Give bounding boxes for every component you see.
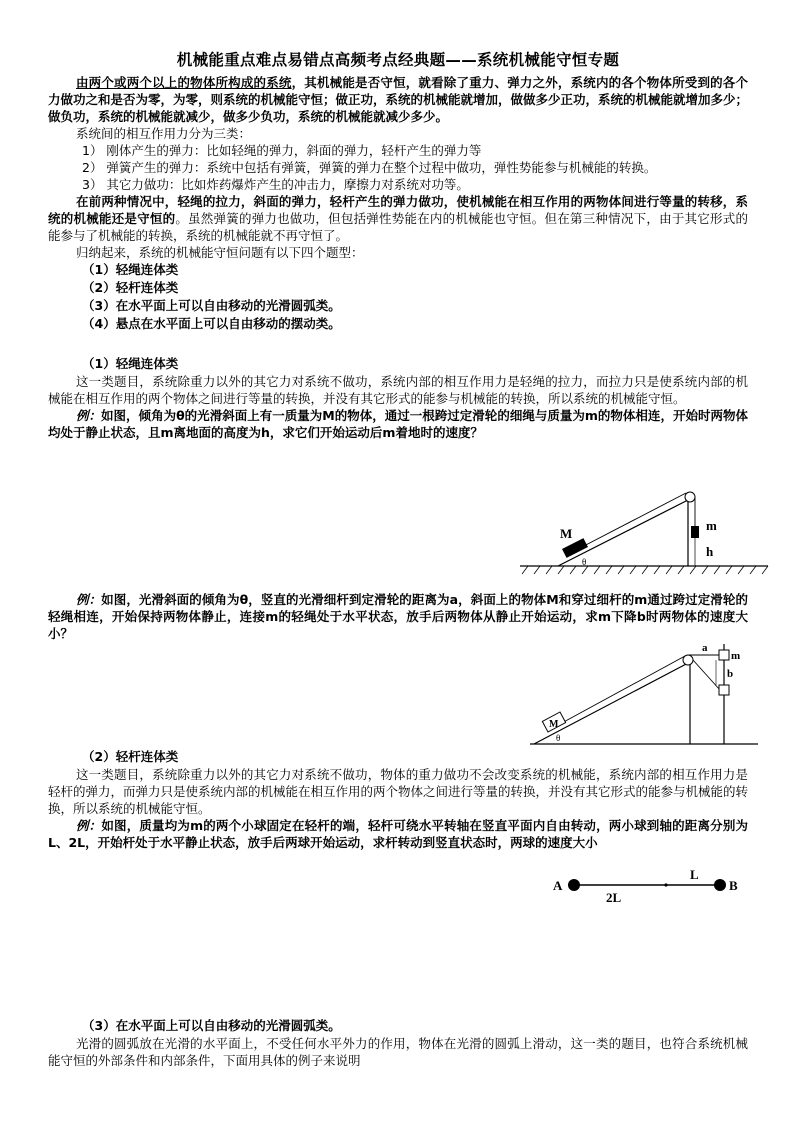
example-label: 例： [76, 818, 102, 833]
type-item-2: （2）轻杆连体类 [82, 280, 179, 295]
label-m: m [731, 650, 741, 662]
section3-body: 光滑的圆弧放在光滑的水平面上，不受任何水平外力的作用，物体在光滑的圆弧上滑动，这一类的题目，也符合系统机械能守恒的外部条件和内部条件，下面用具体的例子来说明 [48, 1036, 748, 1068]
label-a: a [702, 642, 708, 654]
intro-paragraph [48, 74, 748, 125]
example-label: 例： [76, 408, 102, 423]
section2-block [48, 748, 748, 851]
page-title: 机械能重点难点易错点高频考点经典题——系统机械能守恒专题 [176, 51, 620, 69]
document-page [48, 48, 748, 441]
section2-heading: （2）轻杆连体类 [82, 749, 179, 764]
example3-text: 如图，质量均为m的两个小球固定在轻杆的端，轻杆可绕水平转轴在竖直平面内自由转动，两小球到轴的距离分别为L、2L，开始杆处于水平静止状态，放手后两球开始运动，求杆转动到竖直状态时，两球的速度大小 [48, 818, 748, 850]
incline-surface [558, 500, 688, 566]
type-item-3: （3）在水平面上可以自由移动的光滑圆弧类。 [82, 298, 341, 313]
label-theta: θ [582, 557, 587, 567]
example2-text: 如图，光滑斜面的倾角为θ，竖直的光滑细杆到定滑轮的距离为a，斜面上的物体M和穿过细杆的m通过跨过定滑轮的轻绳相连，开始保持两物体静止，连接m的轻绳处于水平状态，放手后两物体从静止开始运动，求m下降b时两物体的速度大小？ [48, 592, 748, 641]
example-label: 例： [76, 592, 102, 607]
section1-heading: （1）轻绳连体类 [82, 356, 179, 371]
rope-incline [560, 656, 685, 724]
summary-line: 归纳起来，系统的机械能守恒问题有以下四个题型： [76, 245, 364, 260]
rope-incline [580, 493, 686, 548]
section1-example1 [48, 407, 748, 441]
type-item-4: （4）悬点在水平面上可以自由移动的摆动类。 [82, 316, 341, 331]
conservation-rest: 。虽然弹簧的弹力也做功，但包括弹性势能在内的机械能也守恒。但在第三种情况下，由于其它形式的能参与了机械能的转换，系统的机械能就不再守恒了。 [48, 211, 748, 243]
section3-heading: （3）在水平面上可以自由移动的光滑圆弧类。 [82, 1018, 341, 1033]
section1-body: 这一类题目，系统除重力以外的其它力对系统不做功，系统内部的相互作用力是轻绳的拉力，而拉力只是使系统内部的机械能在相互作用的两个物体之间进行等量的转换，并没有其它形式的能参与机械能的转换，所以系统的机械能守恒。 [48, 374, 748, 406]
figure-incline-pulley [520, 486, 770, 578]
label-M: M [560, 526, 573, 541]
block-m [691, 526, 699, 538]
label-A: A [553, 878, 563, 893]
block-M [562, 538, 588, 558]
label-L: L [690, 867, 699, 882]
force-item-3: 3） 其它力做功：比如炸药爆炸产生的冲击力，摩擦力对系统对功等。 [82, 177, 469, 192]
label-M: M [549, 719, 559, 730]
block-m-top [719, 650, 729, 660]
conservation-paragraph [48, 193, 748, 244]
figure-rod-balls [548, 864, 748, 908]
conservation-bold: 在前两种情况中，轻绳的拉力，斜面的弹力，轻杆产生的弹力做功，使机械能在相互作用的两物体间进行等量的转移，系统的机械能还是守恒的 [48, 194, 748, 226]
label-theta: θ [556, 733, 561, 743]
pulley [685, 492, 695, 502]
label-B: B [729, 878, 738, 893]
label-h: h [706, 544, 714, 559]
intro-underlined: 由两个或两个以上的物体所构成的系统 [76, 75, 292, 90]
type-item-1: （1）轻绳连体类 [82, 262, 179, 277]
section3-block [48, 1017, 748, 1069]
forces-lead: 系统间的相互作用力分为三类： [76, 126, 252, 141]
force-item-2: 2） 弹簧产生的弹力：系统中包括有弹簧，弹簧的弹力在整个过程中做功，弹性势能参与机械能的转换。 [82, 160, 657, 175]
label-m: m [706, 518, 717, 533]
example2-block [48, 591, 748, 642]
label-2L: 2L [606, 890, 622, 905]
figure-incline-rod [530, 640, 760, 750]
intro-rest: ，其机械能是否守恒，就看除了重力、弹力之外，系统内的各个物体所受到的各个力做功之和是否为零，为零，则系统的机械能守恒；做正功，系统的机械能就增加，做做多少正功，系统的机械能就增加多少；做负功，系统的机械能就减少，做多少负功，系统的机械能就减少多少。 [48, 75, 749, 124]
pivot [664, 883, 667, 886]
section1-example2 [48, 591, 748, 642]
block-m-lower [719, 685, 729, 695]
label-b: b [727, 668, 734, 680]
incline-surface [534, 662, 690, 744]
force-item-1: 1） 刚体产生的弹力：比如轻绳的弹力，斜面的弹力，轻杆产生的弹力等 [82, 143, 482, 158]
example1-text: 如图，倾角为θ的光滑斜面上有一质量为M的物体，通过一根跨过定滑轮的细绳与质量为m的物体相连，开始时两物体均处于静止状态，且m离地面的高度为h，求它们开始运动后m着地时的速度？ [48, 408, 748, 440]
section2-example [48, 817, 748, 851]
ball-B [714, 879, 726, 891]
ground-hatching [522, 566, 768, 574]
section2-body: 这一类题目，系统除重力以外的其它力对系统不做功，物体的重力做功不会改变系统的机械能，系统内部的相互作用力是轻杆的弹力，而弹力只是使系统内部的机械能在相互作用的两个物体之间进行等量的转换，并没有其它形式的能参与机械能的转换，所以系统的机械能守恒。 [48, 767, 749, 816]
ball-A [568, 879, 580, 891]
